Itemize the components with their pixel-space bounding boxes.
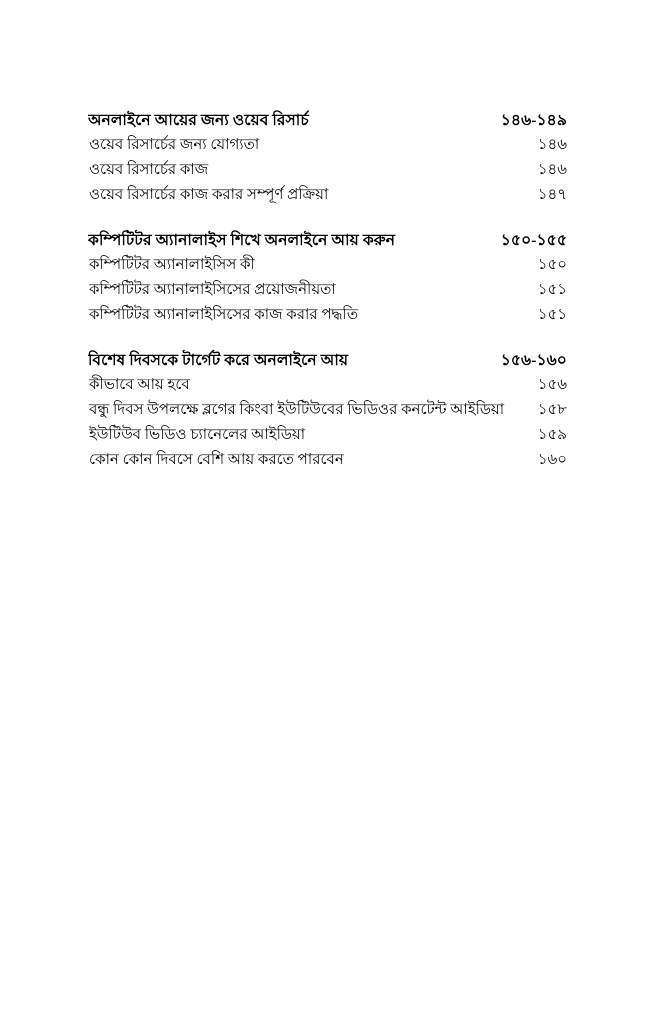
toc-entry-row[interactable] bbox=[88, 278, 567, 303]
toc-entry-row[interactable] bbox=[88, 253, 567, 278]
toc-entry-row[interactable] bbox=[88, 423, 567, 448]
toc-entry-page-number: ১৪৬ bbox=[537, 162, 567, 178]
toc-entry-page-number: ১৪৬ bbox=[537, 137, 567, 153]
toc-entry-title: বন্ধু দিবস উপলক্ষে ব্লগের কিংবা ইউটিউবের ভিডিওর কনটেন্ট আইডিয়া bbox=[89, 402, 505, 418]
toc-section-heading-row[interactable] bbox=[88, 108, 567, 133]
toc-entry-title: ওয়েব রিসার্চের কাজ করার সম্পূর্ণ প্রক্রিয়া bbox=[89, 187, 329, 203]
toc-entry-title: কম্পিটিটর অ্যানালাইসিসের প্রয়োজনীয়তা bbox=[89, 282, 336, 298]
toc-entry-row[interactable] bbox=[88, 133, 567, 158]
toc-entry-page-number: ১৬০ bbox=[537, 452, 567, 468]
toc-entry-title: কম্পিটিটর অ্যানালাইসিসের কাজ করার পদ্ধতি bbox=[89, 307, 359, 323]
toc-section-heading-row[interactable] bbox=[88, 348, 567, 373]
toc-section-heading-page-range: ১৪৬-১৪৯ bbox=[500, 112, 567, 129]
toc-section-heading-row[interactable] bbox=[88, 228, 567, 253]
toc-entry-title: কম্পিটিটর অ্যানালাইসিস কী bbox=[89, 257, 255, 273]
toc-section-heading-title: কম্পিটিটর অ্যানালাইস শিখে অনলাইনে আয় করুন bbox=[88, 232, 396, 249]
toc-entry-title: ইউটিউব ভিডিও চ্যানেলের আইডিয়া bbox=[89, 427, 306, 443]
toc-entry-page-number: ১৫১ bbox=[537, 307, 567, 323]
toc-section-heading-page-range: ১৫০-১৫৫ bbox=[500, 232, 567, 249]
toc-entry-page-number: ১৪৭ bbox=[537, 187, 567, 203]
toc-section-heading-page-range: ১৫৬-১৬০ bbox=[500, 352, 567, 369]
toc-entry-page-number: ১৫৮ bbox=[537, 402, 567, 418]
toc-entry-page-number: ১৫৬ bbox=[537, 377, 567, 393]
toc-entry-row[interactable] bbox=[88, 448, 567, 473]
toc-entry-page-number: ১৫৯ bbox=[537, 427, 567, 443]
toc-section-heading-title: অনলাইনে আয়ের জন্য ওয়েব রিসার্চ bbox=[88, 112, 309, 129]
toc-section bbox=[88, 228, 567, 328]
toc-entry-page-number: ১৫১ bbox=[537, 282, 567, 298]
toc-entry-title: ওয়েব রিসার্চের কাজ bbox=[89, 162, 209, 178]
toc-entry-title: কীভাবে আয় হবে bbox=[89, 377, 190, 393]
toc-section bbox=[88, 348, 567, 473]
toc-entry-row[interactable] bbox=[88, 398, 567, 423]
toc-entry-row[interactable] bbox=[88, 158, 567, 183]
toc-entry-page-number: ১৫০ bbox=[537, 257, 567, 273]
toc-entry-title: কোন কোন দিবসে বেশি আয় করতে পারবেন bbox=[89, 452, 344, 468]
toc-section bbox=[88, 108, 567, 208]
table-of-contents bbox=[88, 108, 567, 473]
toc-entry-row[interactable] bbox=[88, 303, 567, 328]
toc-entry-row[interactable] bbox=[88, 373, 567, 398]
toc-entry-row[interactable] bbox=[88, 183, 567, 208]
toc-section-heading-title: বিশেষ দিবসকে টার্গেট করে অনলাইনে আয় bbox=[88, 352, 349, 369]
toc-entry-title: ওয়েব রিসার্চের জন্য যোগ্যতা bbox=[89, 137, 260, 153]
